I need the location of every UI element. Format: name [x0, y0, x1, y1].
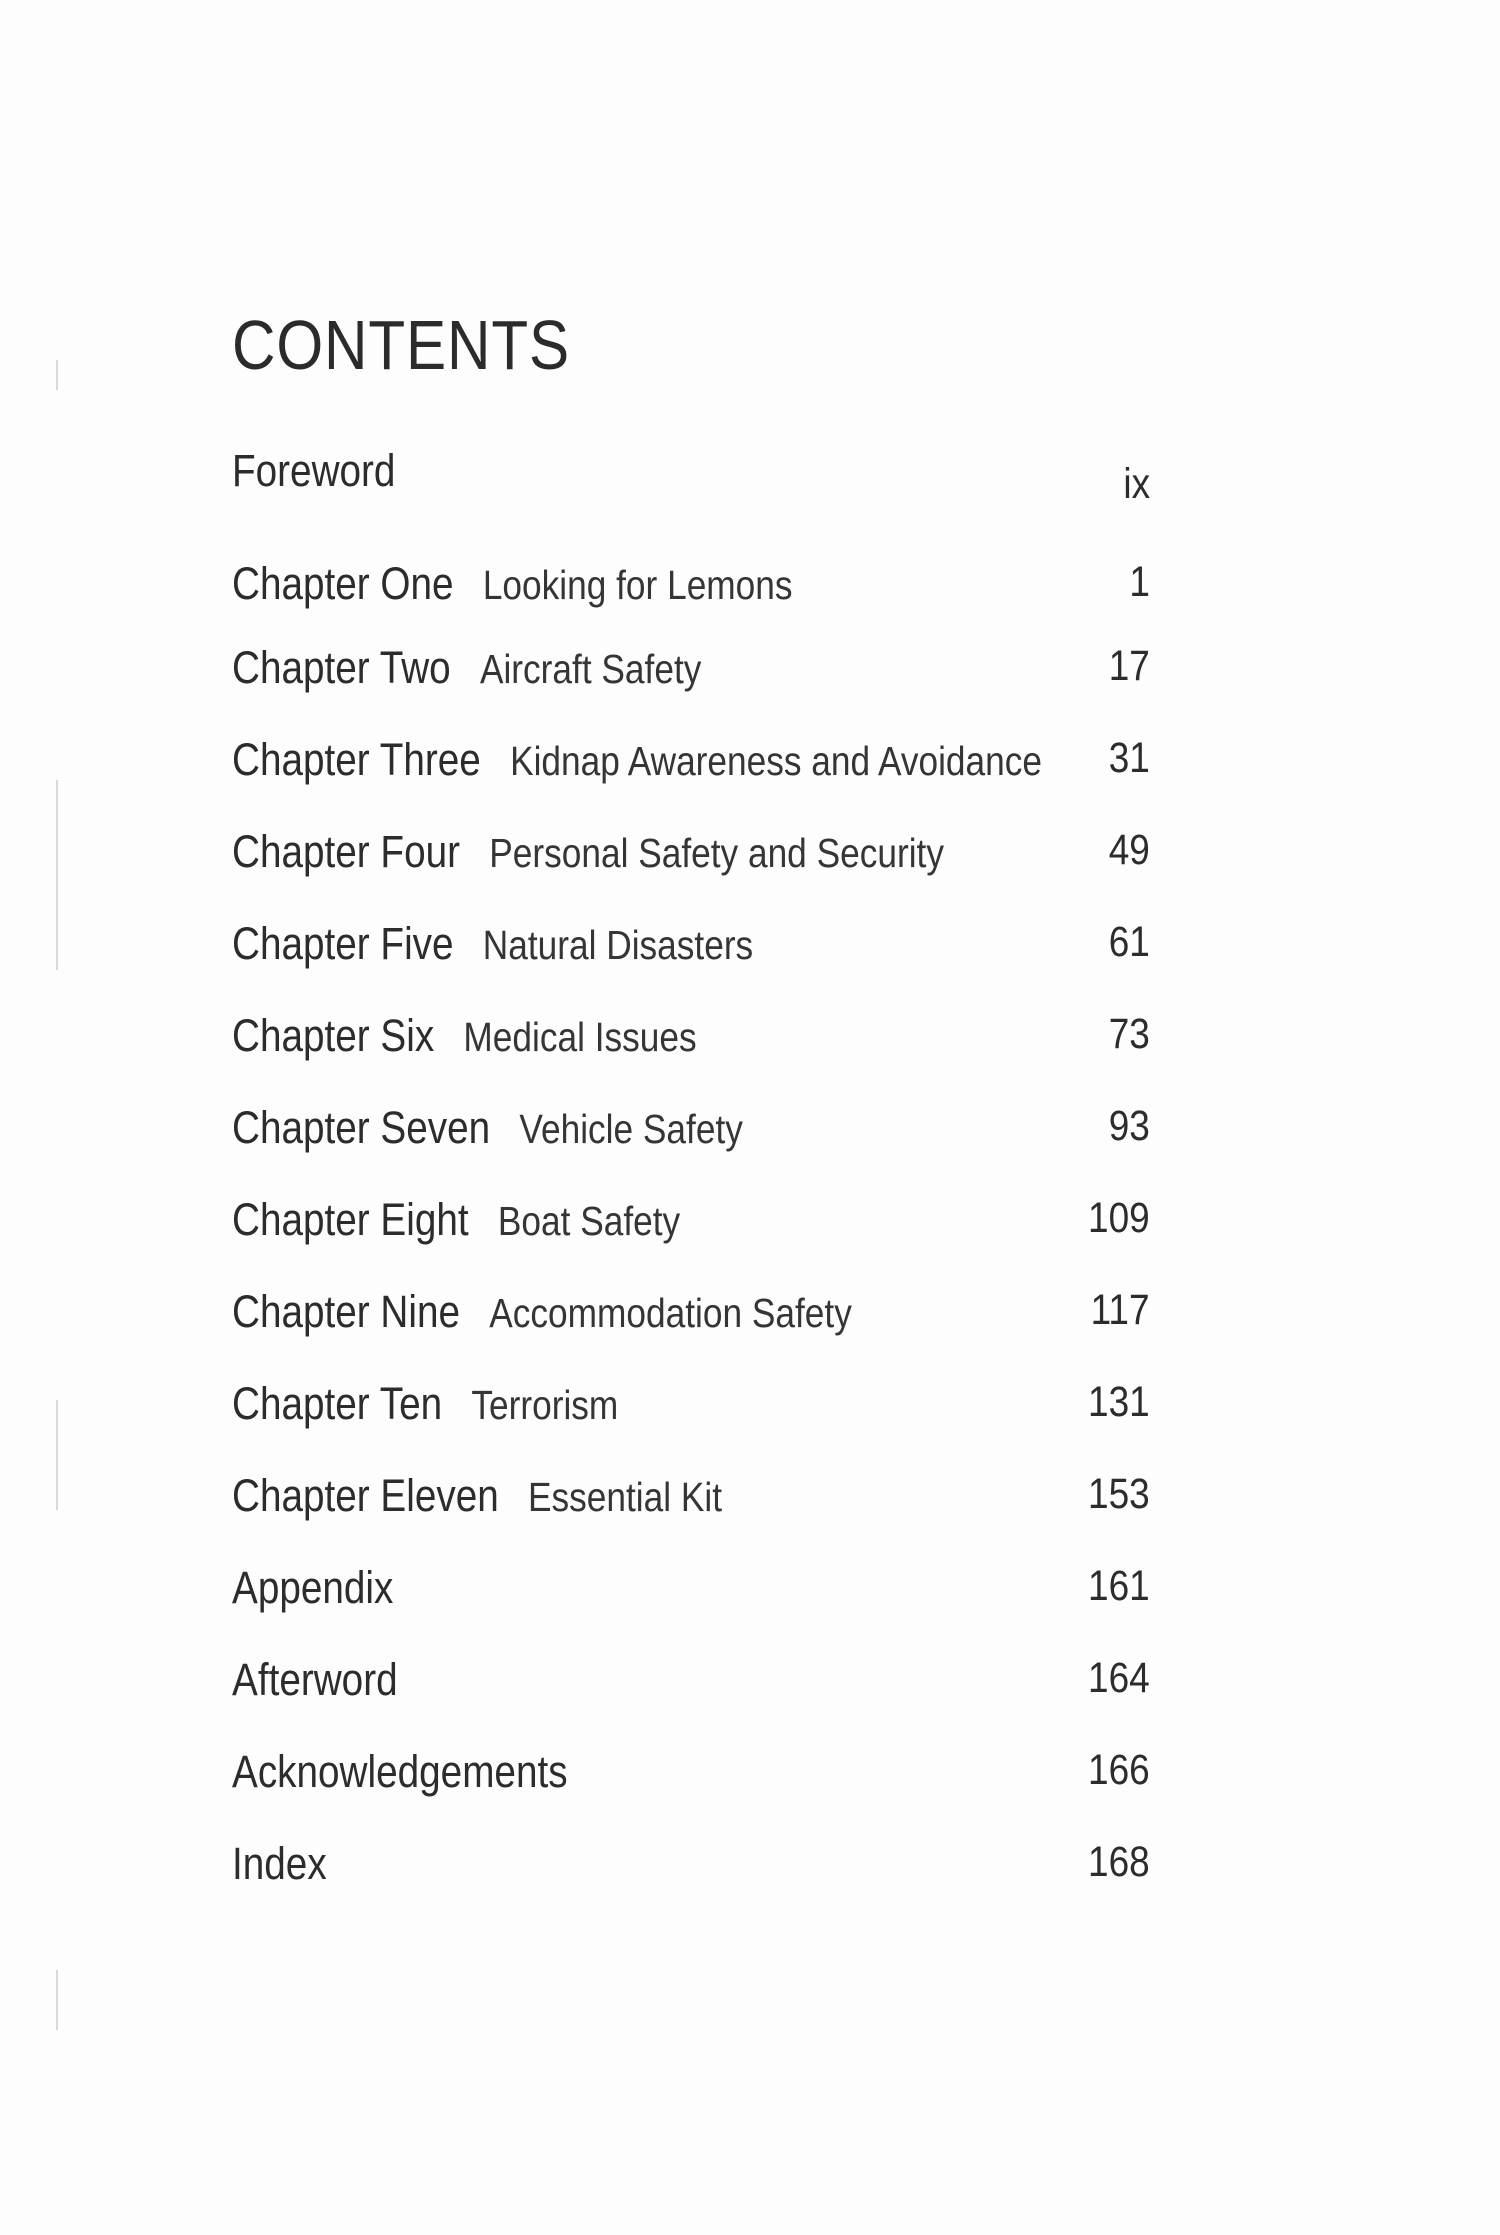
- chapter-title: Looking for Lemons: [482, 562, 793, 608]
- chapter-title: Essential Kit: [528, 1474, 723, 1520]
- chapter-number: Chapter Eight: [232, 1194, 469, 1245]
- toc-entry-label: [232, 1286, 852, 1338]
- chapter-number: Chapter Seven: [232, 1102, 491, 1153]
- toc-entry-label: Acknowledgements: [232, 1746, 568, 1797]
- chapter-title: Vehicle Safety: [519, 1106, 743, 1152]
- toc-entry-label: [232, 1194, 680, 1246]
- toc-entry-label: [232, 1010, 697, 1062]
- scan-artifact: [56, 360, 58, 390]
- toc-entry-page: 131: [1088, 1378, 1150, 1426]
- toc-entry-page: 153: [1088, 1470, 1150, 1518]
- toc-entry-page: 93: [1108, 1102, 1150, 1150]
- toc-entry-chapter-five: [232, 918, 1150, 978]
- scan-artifact: [56, 1970, 58, 2030]
- chapter-number: Chapter Ten: [232, 1378, 443, 1429]
- toc-entry-foreword: [232, 445, 1150, 508]
- chapter-number: Chapter Four: [232, 826, 461, 877]
- toc-entry-page: 17: [1108, 642, 1150, 690]
- chapter-number: Chapter Six: [232, 1010, 435, 1061]
- toc-entry-label: Foreword: [232, 445, 396, 496]
- chapter-number: Chapter Five: [232, 918, 454, 969]
- chapter-number: Chapter Eleven: [232, 1470, 499, 1521]
- toc-entry-page: 166: [1088, 1746, 1150, 1794]
- toc-entry-chapter-three: [232, 734, 1150, 794]
- toc-entry-chapter-eight: [232, 1194, 1150, 1254]
- toc-entry-page: ix: [1123, 460, 1150, 508]
- toc-entry-label: [232, 1378, 618, 1430]
- toc-entry-acknowledgements: [232, 1746, 1150, 1806]
- toc-entry-afterword: [232, 1654, 1150, 1714]
- toc-entry-label: [232, 1102, 743, 1154]
- toc-entry-page: 1: [1129, 558, 1150, 606]
- chapter-number: Chapter Three: [232, 734, 481, 785]
- contents-heading: CONTENTS: [232, 306, 570, 384]
- toc-entry-label: Afterword: [232, 1654, 398, 1705]
- toc-entry-chapter-nine: [232, 1286, 1150, 1346]
- toc-entry-label: [232, 734, 1042, 786]
- chapter-number: Chapter Nine: [232, 1286, 461, 1337]
- toc-entry-label: Appendix: [232, 1562, 394, 1613]
- chapter-title: Medical Issues: [463, 1014, 697, 1060]
- chapter-title: Terrorism: [471, 1382, 619, 1428]
- toc-entry-chapter-ten: [232, 1378, 1150, 1438]
- chapter-title: Natural Disasters: [482, 922, 754, 968]
- toc-entry-chapter-six: [232, 1010, 1150, 1070]
- toc-entry-page: 31: [1108, 734, 1150, 782]
- toc-entry-label: [232, 918, 753, 970]
- toc-entry-page: 49: [1108, 826, 1150, 874]
- toc-entry-page: 73: [1108, 1010, 1150, 1058]
- toc-entry-page: 117: [1091, 1286, 1150, 1334]
- toc-entry-chapter-one: [232, 558, 1150, 618]
- toc-entry-label: [232, 826, 944, 878]
- toc-entry-chapter-eleven: [232, 1470, 1150, 1530]
- toc-entry-page: 164: [1088, 1654, 1150, 1702]
- toc-entry-page: 109: [1088, 1194, 1150, 1242]
- chapter-title: Kidnap Awareness and Avoidance: [510, 738, 1043, 784]
- chapter-title: Personal Safety and Security: [489, 830, 944, 876]
- toc-entry-page: 61: [1108, 918, 1150, 966]
- toc-entry-chapter-four: [232, 826, 1150, 886]
- scan-artifact: [56, 1400, 58, 1510]
- toc-entry-chapter-seven: [232, 1102, 1150, 1162]
- toc-entry-chapter-two: [232, 642, 1150, 702]
- chapter-title: Accommodation Safety: [489, 1290, 852, 1336]
- toc-entry-page: 168: [1088, 1838, 1150, 1886]
- toc-entry-label: Index: [232, 1838, 327, 1889]
- toc-entry-label: [232, 1470, 722, 1522]
- toc-entry-index: [232, 1838, 1150, 1898]
- scan-artifact: [56, 780, 58, 970]
- toc-entry-appendix: [232, 1562, 1150, 1622]
- chapter-number: Chapter Two: [232, 642, 451, 693]
- chapter-title: Boat Safety: [497, 1198, 681, 1244]
- toc-entry-page: 161: [1088, 1562, 1150, 1610]
- chapter-title: Aircraft Safety: [479, 646, 702, 692]
- chapter-number: Chapter One: [232, 558, 454, 609]
- toc-entry-label: [232, 558, 793, 610]
- toc-entry-label: [232, 642, 701, 694]
